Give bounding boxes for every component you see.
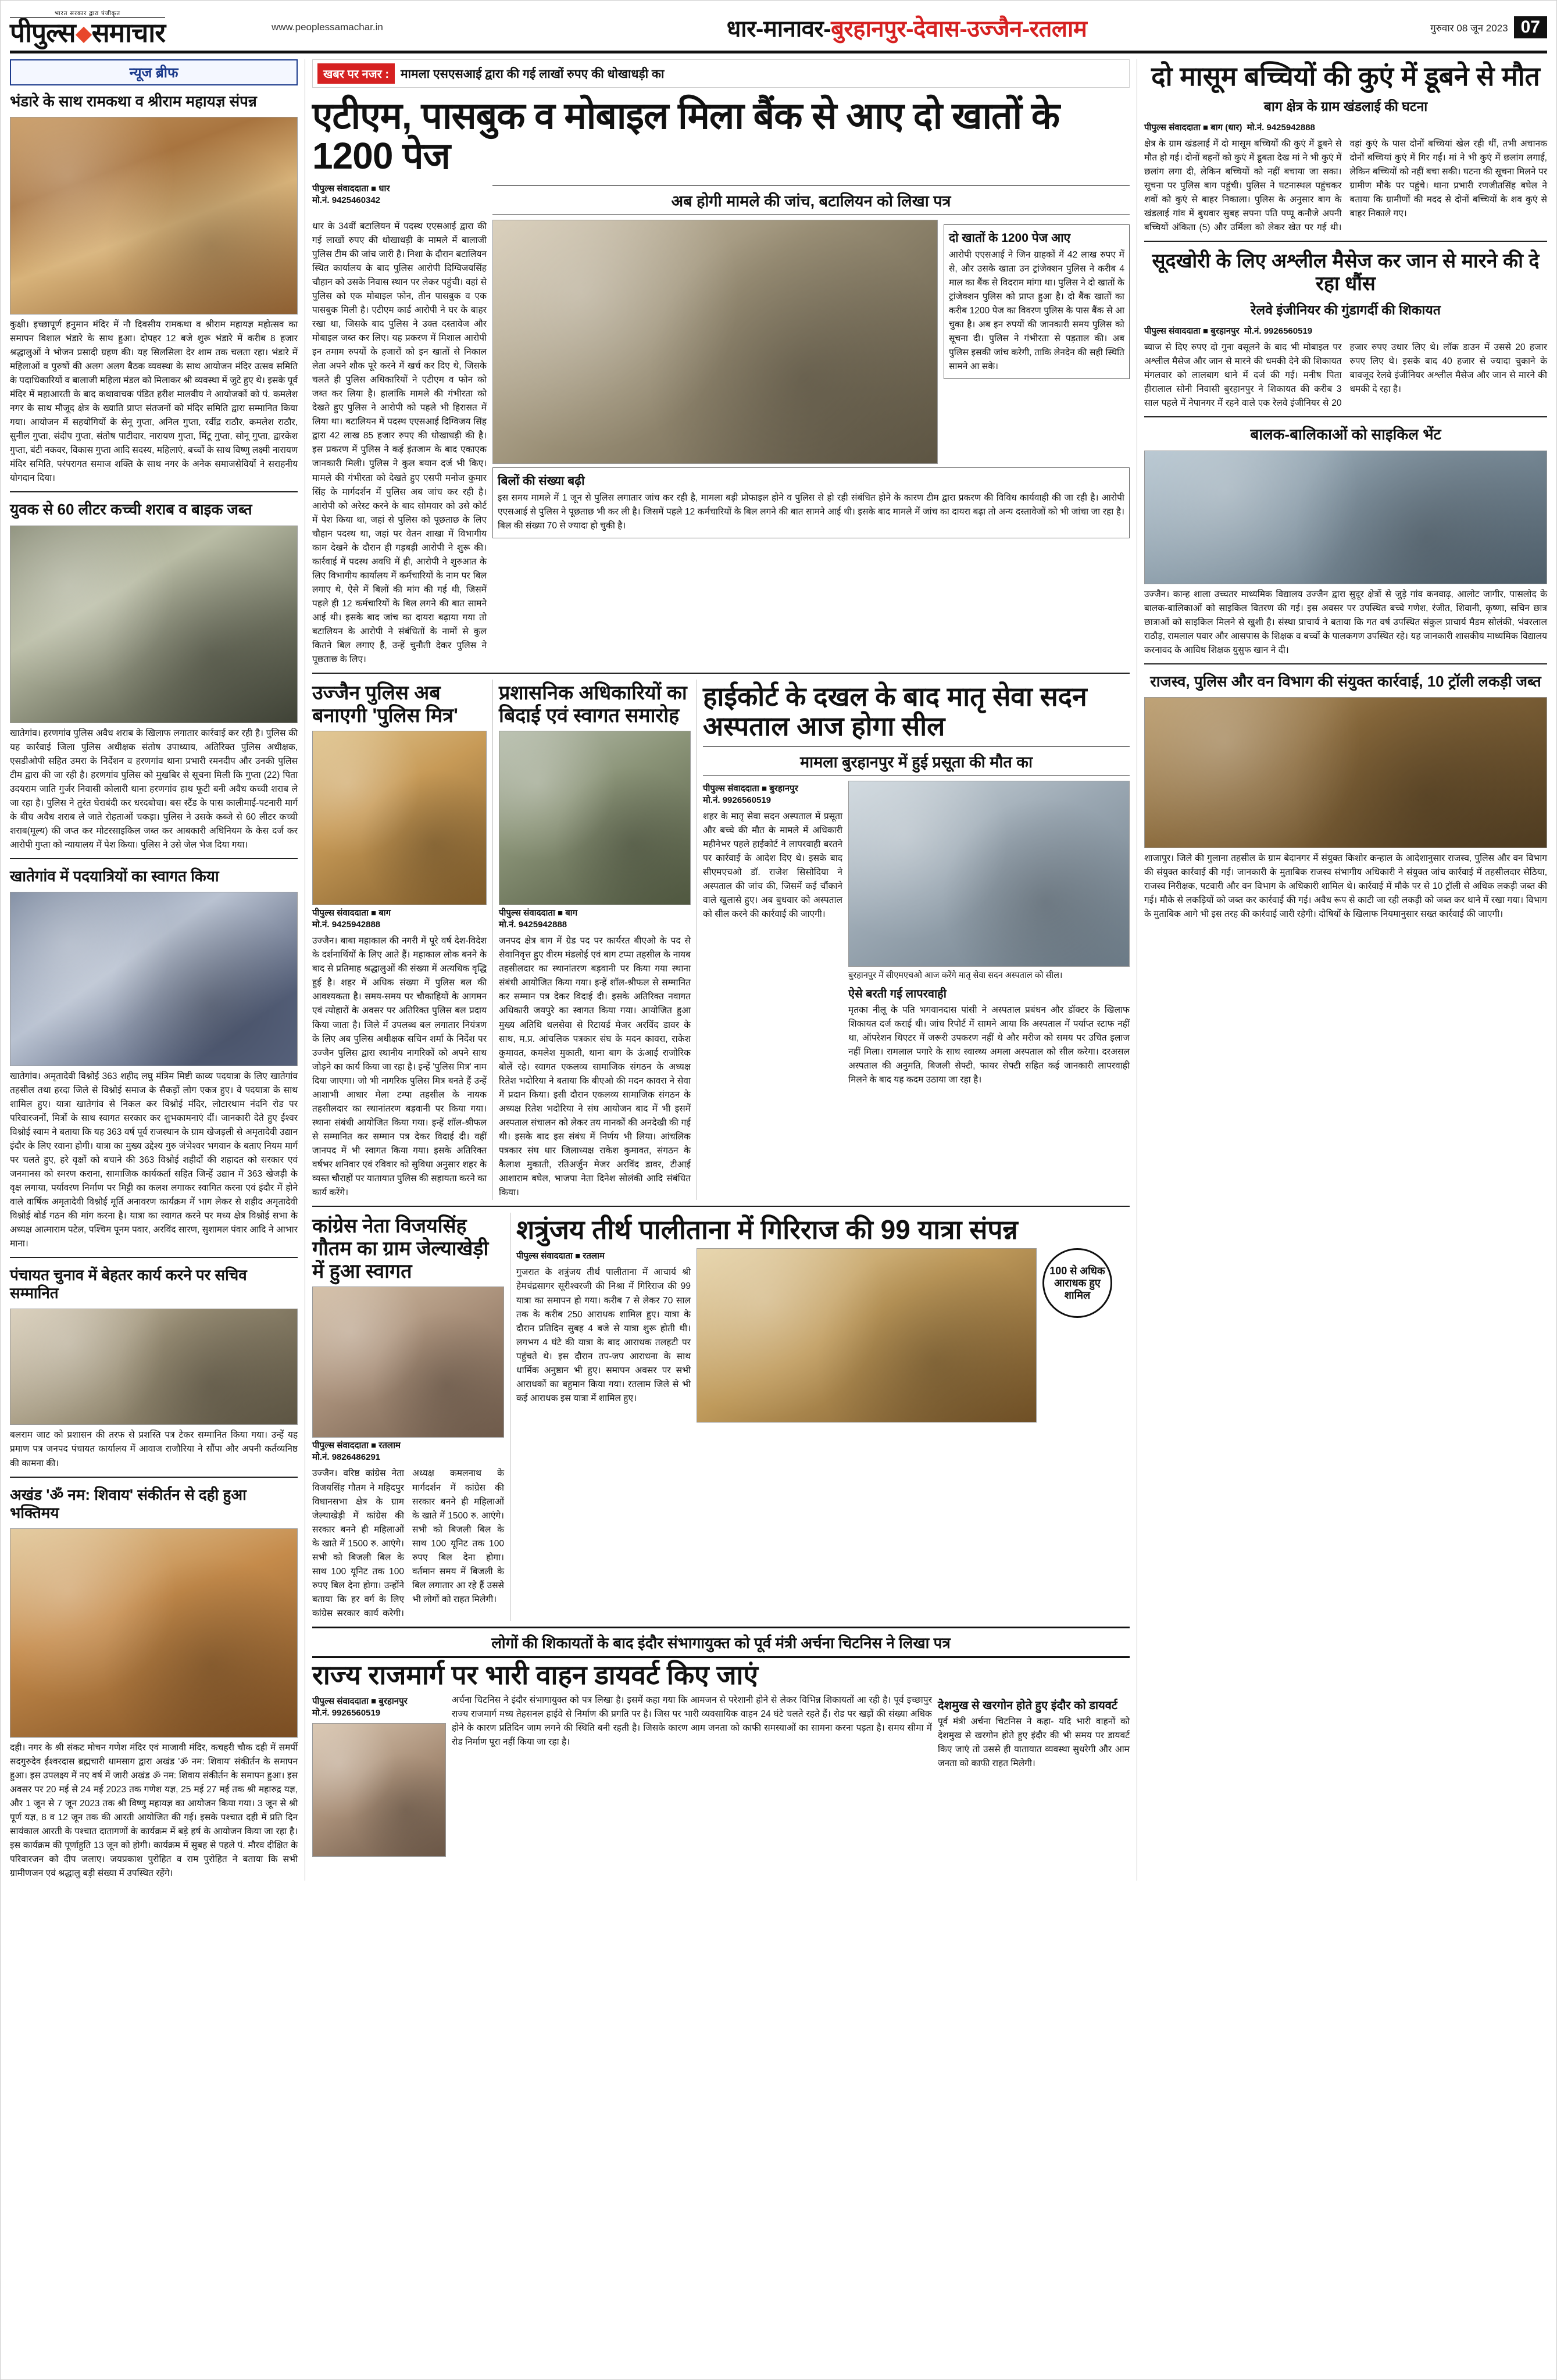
lead-sidebox-col [944,220,1130,464]
bottom-byline-org: पीपुल्स संवाददाता [312,1696,369,1707]
left-story-0-headline: भंडारे के साथ रामकथा व श्रीराम महायज्ञ संपन्न [10,92,257,110]
byline-place: धार [378,184,390,194]
right-story-2-headline: सूदखोरी के लिए अश्लील मैसेज कर जान से मारने की दे रहा धौंस [1152,249,1540,295]
left-story-2-body: खातेगांव। अमृतादेवी विश्नोई 363 शहीद लघु मंत्रिम मिष्टी काव्य पदयात्रा के लिए खातेगांव तहसील तथा हरदा जिले से विश्नोई समाज के सैकड़ों लोग एकत्र हुए। वे पदयात्रा के साथ शामिल हुए। यात्रा खातेगांव से निकल कर विश्नोई मंदिर, लोटारथाम नंदनि रोड पर परिवारजनों, मित्रों के साथ स्वागत सरकार कर शुभकामनाएं दीं। जानकारी देते हुए ईश्वर विश्नोई स्वाम ने बताया कि यह 363 वर्ष पूर्व राजस्थान के ग्राम खेजड़ली से अमृतादेवी उद्यान इंदौर के लिए रवाना होगी। यात्रा का मुख्य उद्देश्य गुरु जंभेश्वर भगवान के बताए नियम मार्ग पर चलते हुए, हरे वृक्षों को बचाने की 363 विश्नोई शहीदों की शहादत को सरकार एवं जनमानस को स्मरण कराना, सामाजिक कार्यकर्ता सहित जिन्हें उद्यान में 363 खेजड़ी के वृक्ष लगाया, पर्यावरण निर्माण पर मिट्टी का कलश लगाकर स्वागित करना एवं इंदौर में होने वाले वार्षिक अमृतादेवी विश्नोई मूर्ति अनावरण कार्यक्रम में भाग लेकर से शहीद अमृतादेवी विश्नोई बोर्ड गठन की मांग करना है। यात्रा का स्वागत करने पर मध्य क्षेत्र विश्नोई सभा के अध्यक्ष आत्माराम पटेल, पश्चिम पूनम पवार, अरविंद सारण, सुशामल पंवार आदि ने आभार माना। [10,1071,298,1249]
sub3-headline: कांग्रेस नेता विजयसिंह गौतम का ग्राम जेल्याखेड़ी में हुआ स्वागत [312,1214,489,1282]
edition-title [391,12,1422,44]
bottom-byline: पीपुल्स संवाददाता ■ बुरहानपुर मो.नं. 9926560519 [312,1696,408,1718]
byline-mobile: मो.नं. 9425460342 [312,195,381,206]
bottom-byline-mobile: मो.नं. 9926560519 [312,1708,381,1718]
lead-photo-and-box [492,220,1130,667]
yatra-headline: शत्रुंजय तीर्थ पालीताना में गिरिराज की 99 यात्रा संपन्न [516,1214,1018,1245]
sub3-byline-org: पीपुल्स संवाददाता [312,1440,369,1450]
kicker-row [312,59,1130,88]
r1-byline-place: बाग (धार) [1210,122,1242,133]
lead-body-col-1 [312,220,487,667]
left-column [10,59,298,1881]
divider [1144,416,1547,417]
sub2-body: जनपद क्षेत्र बाग में ग्रेड पद पर कार्यरत बीएओ के पद से सेवानिवृत्त हुए वीरम मंडलोई एवं बाग टप्पा तहसील के नायब तहसीलदार का स्थानांतरण बड़वानी पर किया गया स्थाना संबंधी आयोजित किया गया। इन्हें शॉल-श्रीफल से सम्मानित कर सम्मान पत्र देकर विदाई दी। इसके अतिरिक्त नवागत अधिकारी जयपुरे का स्वागत किया गया। आयोजित हुआ मुख्य अतिथि थलसेवा से रिटायर्ड मेजर अरविंद डावर के साथ, म.प्र. आंचलिक पत्रकार संघ के मदन कावरा, राकेश कुमावत, कमलेश मुकाती, थाना बाग के ऊंआई राजोरिक बोलें रहे। स्वागत एकलव्य सामाजिक संगठन के अध्यक्ष रितेश भदोरिया ने बताया कि बीएओ की मदन कावरा ने सेवा में प्रदान किया। इसी दौरान एकलव्य सामाजिक संगठन के अध्यक्ष रितेश भदोरिया ने संघ आयोजन बाद में भी इसमें अस्पताल संचालन को लेकर तय मानकों की अनदेखी की गई थी। इसके बाद इस संबंध में निर्णय भी लिया। आंचलिक पत्रकार संघ धार जिलाध्यक्ष राकेश कुमावत, संगठन के कैलाश मुकाती, रतिअर्जुन मेजर अरविंद डावर, टीआई आशाराम बघेल, भाजपा नेता दिनेश सोलंकी आदि संबंधित किया। [499,936,691,1198]
lead-story-top [312,181,1130,220]
left-story-4-body: दही। नगर के श्री संकट मोचन गणेश मंदिर एवं माजावी मंदिर, कचहरी चौक दही में समर्पी सदगुरुदेव ईश्वरदास ब्रह्मचारी धामसाग द्वारा अखंड 'ॐ नम: शिवाय' संकीर्तन के समापन हुआ। इस उपलक्ष्य में नए वर्ष में जारी अखंड ॐ नम: शिवाय संकीर्तन के समापन हुआ। इस अवसर पर 20 मई से 24 मई 2023 तक गणेश यज्ञ, 25 मई 27 मई तक श्री महारुद्र यज्ञ, और 1 जून से 7 जून 2023 तक श्री विष्णु महायज्ञ का आयोजन किया गया। 3 जून से श्री पूर्ण यज्ञ, 8 व 12 जून तक की आरती आयोजित की गई। इसके पश्चात दही में प्रति दिन सायंकाल आरती के पश्चात दातागणों के कार्यक्रम में बड़े हर्ष के आयोजन किया जा रहा है। इस कार्यक्रम की पूर्णाहुति 13 जून को होगी। कार्यक्रम में सुबह से पहले पं. मौरव दीक्षित के परिवारजन को दीप जलाए। जयप्रकाश पुरोहित व राम पुरोहित ने बताया कि सभी ग्रामीणजन एवं श्रद्धालु बड़ी संख्या में उपस्थित रहेंगे। [10,1742,298,1879]
bottom-band-text: लोगों की शिकायतों के बाद इंदौर संभागायुक्त को पूर्व मंत्री अर्चना चिटनिस ने लिखा पत्र [491,1634,951,1652]
yatra-participant-badge: 100 से अधिक आराधक हुए शामिल [1042,1248,1112,1318]
newspaper-logo [10,9,260,46]
hc-byline: पीपुल्स संवाददाता ■ बुरहानपुर मो.नं. 9926560519 [703,783,798,805]
sub2-byline-org: पीपुल्स संवाददाता [499,907,555,918]
right-story-1-body: क्षेत्र के ग्राम खंडलाई में दो मासूम बच्चियों की कुएं में डूबने से मौत हो गई। दोनों बहनों को कुएं में डूबता देख मां ने भी कुएं में छलांग लगा दी, लेकिन बच्चियों को नहीं बचाया जा सका। सूचना पर पुलिस बाग पहुंची। पुलिस ने घटनास्थल पहुंचकर शवों को कुएं से बाहर निकाला। पुलिस के अनुसार बाग के खंडलाई गांव में बुधवार सुबह सपना पति पप्पू कनौजे अपनी बच्चियों अंकिता (5) और उर्मिला को लेकर खेत पर गई थी। वहां कुएं के पास दोनों बच्चियां खेल रही थीं, तभी अचानक दोनों बच्चियां कुएं में गिर गईं। मां ने भी कुएं में छलांग लगाई, लेकिन बच्चियों को नहीं बचा सकी। घटना की सूचना मिलने पर ग्रामीण मौके पर पहुंचे। थाना प्रभारी रणजीतसिंह बघेल ने बताया कि ग्रामीणों की मदद से दोनों बच्चियों के शव कुएं से बाहर निकाले गए। [1144,138,1547,233]
bottom-byline-col [312,1693,446,1857]
left-story-1-headline: युवक से 60 लीटर कच्ची शराब व बाइक जब्त [10,501,252,519]
left-story-3-body: बलराम जाट को प्रशासन की तरफ से प्रशस्ति पत्र टेकर सम्मानित किया गया। उन्हें यह प्रमाण पत्र जनपद पंचायत कार्यालय में आवाज राजौरिया ने सौंपा और अपनी कर्तव्यनिष्ठ की कामना की। [10,1430,298,1468]
bottom-row [312,1693,1130,1857]
congress-welcome-photo [312,1287,504,1438]
bottom-body-col [452,1693,932,1857]
farewell-ceremony-photo [499,731,691,905]
lead-photo-col [492,220,938,464]
ujjain-police-photo [312,731,487,905]
divider [10,858,298,859]
welcome-photo [10,892,298,1066]
r2-byline-place: बुरहानपुर [1210,326,1240,337]
right-story-1-subhead: बाग क्षेत्र के ग्राम खंडलाई की घटना [1263,98,1428,114]
lead-side-box-title: दो खातों के 1200 पेज आए [948,231,1071,245]
yatra-photo-col [697,1248,1037,1423]
left-story-2-headline: खातेगांव में पदयात्रियों का स्वागत किया [10,867,219,885]
hc-subhead: मामला बुरहानपुर में हुई प्रसूता की मौत का [703,746,1130,776]
lead-headline: एटीएम, पासबुक व मोबाइल मिला बैंक से आए दो खातों के 1200 पेज [312,95,1060,177]
sub3-byline-mobile: मो.नं. 9826486291 [312,1452,381,1463]
hc-byline-col [703,781,842,1087]
right-story-6-headline: राजस्व, पुलिस और वन विभाग की संयुक्त कार्रवाई, 10 ट्रॉली लकड़ी जब्त [1150,672,1541,690]
date-and-page [1430,16,1547,39]
sub3-col [312,1213,504,1621]
sub2-headline: प्रशासनिक अधिकारियों का बिदाई एवं स्वागत समारोह [499,681,687,727]
kicker-badge: खबर पर नजर : [317,63,395,84]
hc-sub-headline: ऐसे बरती गई लापरवाही [848,987,947,1000]
divider [10,1477,298,1478]
left-story-0-photo-wrap [10,117,298,315]
yatra-col [516,1213,1130,1621]
lead-body-part-1: धार के 34वीं बटालियन में पदस्थ एएसआई द्वारा की गई लाखों रुपए की धोखाधड़ी के मामले में बालाजी पुलिस टीम की जांच जारी है। निशा के दौरान बटालियन स्थित कार्यालय के बाद पुलिस आरोपी दिग्विजयसिंह चौहान को उसके निवास स्थान पर लेकर पहुंची। वहां से पुलिस को एक मोबाइल फोन, तीन पासबुक व एक पासबुक मिली है। एटीएम कार्ड आरोपी ने घर के बाहर रखा था, जिसके बाद पुलिस ने उक्त दस्तावेज और मोबाइल जब्त कर लिए। यह प्रकरण में मिशाल आरोपी इन तमाम रुपयों के हजारों को इन खातों से निकाल लेता अपने शौक पूरे करने में खर्च कर दिए थे, जिसके चलते ही पुलिस अधिकारियों ने एटीएम व फोन को जब्त कर लिया है। हालांकि मामले की गंभीरता को देखते हुए पुलिस ने आरोपी को पहले भी हिरासत में लिया था। बटालियन में पदस्थ एएसआई दिग्विजय सिंह द्वारा 42 लाख 85 हजार रुपए की धोखाधड़ी की है। इस प्रकरण में पुलिस ने कई इंतजाम के बाद एकाएक जानकारी मिली। पुलिस ने कुल बयान दर्ज भी किए। मामले की गंभीरता को देखते हुए एसपी मनोज कुमार सिंह के मार्गदर्शन में पुलिस अब जांच कर रही है। आरोपी को अरेस्ट करने के बाद सोमवार को उसे कोर्ट में पेश किया था, जहां से पुलिस को पूछताछ के लिए चौहान पदस्थ था, जहां पर वेतन शाखा में विभागीय काम देखने के दौरान ही गड़बड़ी आरोपी ने शुरू की। कार्रवाई में पदस्थ अवधि में ही, आरोपी ने शुरुआत के लिए विभागीय कार्यालय में कर्मचारियों के नाम पर बिल लगाए थे, ऐसे में बिलों की मांग की गई थी, जिसमें पहले ही 12 कर्मचारियों के बिल लगने की बात सामने आई थी। इसके बाद जांच का दायरा बढ़ाया गया तो बटालियन के आरोपी ने संबंधितों के नामों से कुल कितने बिल लगाए हैं, उन्हें चुनौती देकर पुलिस ने पूछताछ के लिए। [312,221,487,664]
cycle-distribution-photo [1144,451,1547,584]
hc-body-row [703,781,1130,1087]
right-story-1-byline: पीपुल्स संवाददाता ■ बाग (धार) मो.नं. 9425942888 [1144,122,1315,133]
bills-box-text: इस समय मामले में 1 जून से पुलिस लगातार जांच कर रही है, मामला बड़ी प्रोफाइल होने व पुलिस से हो रही संबंधित होने के कारण टीम द्वारा प्रकरण की विविध कार्यवाही की जा रही है। आरोपी एएसआई से पुलिस ने पूछताछ भी कर ली है। जिसमें पहले 12 कर्मचारियों के बिल लगने की बात सामने आई थी। इसके बाद मामले में जांच का दायरा बढ़ा तो अन्य दस्तावेजों को भी जांचा जा रहा है। बिल की संख्या 70 से ज्यादा हो चुकी है। [498,493,1124,531]
logo-primary-text: पीपुल्स [10,17,76,48]
yatra-text-col [516,1248,691,1423]
logo-registration-text: भारत सरकार द्वारा पंजीकृत [10,9,165,18]
r2-byline-org: पीपुल्स संवाददाता [1144,326,1201,337]
hc-byline-org: पीपुल्स संवाददाता [703,783,759,794]
edition-title-red: बुरहानपुर-देवास-उज्जैन-रतलाम [831,16,1087,42]
byline-org: पीपुल्स संवाददाता [312,184,369,194]
hc-byline-mobile: मो.नं. 9926560519 [703,795,772,805]
matru-seva-sadan-hospital-photo [848,781,1130,967]
bottom-sub-headline: देशमुख से खरगोन होते हुए इंदौर को डायवर्ट [937,1699,1117,1713]
lead-photo-row [492,220,1130,464]
bhandara-photo [10,117,298,315]
website-url[interactable]: www.peoplessamachar.in [272,22,383,33]
police-seizure-photo [10,526,298,723]
sub3-body: उज्जैन। वरिष्ठ कांग्रेस नेता विजयसिंह गौतम ने महिदपुर विधानसभा क्षेत्र के ग्राम जेल्याखेड़ी में कांग्रेस की सरकार बनने ही महिलाओं के खाते में 1500 रु. आएंगे। सभी को बिजली बिल के साथ 100 यूनिट तक 100 रुपए बिल देना होगा। उन्होंने बताया कि हर वर्ग के लिए कांग्रेस सरकार कार्य करेगी। अध्यक्ष कमलनाथ के मार्गदर्शन में कांग्रेस की सरकार बनने ही महिलाओं के खाते में 1500 रु. आएंगे। सभी को बिजली बिल के साथ 100 यूनिट तक 100 रुपए बिल देना होगा। वर्तमान समय में बिजली के बिल लगातार आ रहे हैं उससे भी लोगों को राहत मिलेगी। [312,1468,505,1618]
divider [10,491,298,492]
lead-deck: अब होगी मामले की जांच, बटालियन को लिखा पत्र [492,185,1130,215]
bottom-band [312,1627,1130,1658]
mid-sub-stories-row [312,680,1130,1200]
bills-box [492,467,1130,538]
lead-side-box [944,224,1130,379]
sub2-byline: पीपुल्स संवाददाता ■ बाग मो.नं. 9425942888 [499,907,578,930]
right-story-1-headline: दो मासूम बच्चियों की कुएं में डूबने से मौत [1151,61,1540,91]
sub3-byline: पीपुल्स संवाददाता ■ रतलाम मो.नं. 9826486291 [312,1440,401,1463]
bottom-sub-col [938,1693,1130,1857]
bottom-body: अर्चना चिटनिस ने इंदौर संभागायुक्त को पत्र लिखा है। इसमें कहा गया कि आमजन से परेशानी होने से लेकर विभिन्न शिकायतों आ रही है। पूर्व इच्छापुर राज्य राजमार्ग मध्य तेहसनल हाईवे से निर्माण की प्रगति पर है। जिस पर भारी व्यवसायिक वाहन 24 घंटे चलते रहते हैं। रोड पर खड़ों की संख्या अधिक होने के कारण प्रतिदिन जाम लगने की स्थिति बनी रहती है। जिसके कारण आम जनता को काफी समस्याओं का सामना करना पड़ता है। समय सीमा में रोड निर्माण पूरा नहीं किया जा रहा है। [452,1695,932,1748]
left-story-4-photo-wrap [10,1528,298,1738]
r2-byline-mobile: मो.नं. 9926560519 [1244,326,1313,337]
divider [10,1257,298,1258]
hc-photo-col [848,781,1130,1087]
divider [1144,663,1547,664]
archana-chitnis-portrait [312,1723,446,1857]
bottom-headline: राज्य राजमार्ग पर भारी वाहन डायवर्ट किए जाएं [312,1659,758,1690]
right-story-6-body: शाजापुर। जिले की गुलाना तहसील के ग्राम बेदानगर में संयुक्त किशोर कन्हाल के आदेशानुसार राजस्व, पुलिस और वन विभाग की संयुक्त कार्रवाई की गई। जानकारी के मुताबिक राजस्व संभागीय अधिकारी ने संयुक्त जांच कार्रवाई में तहसीलदार सेठिया, राजस्व निरीक्षक, पटवारी और वन विभाग के अधिकारी शामिल थे। कार्रवाई में मौके पर से 10 ट्रॉली से अधिक लकड़ी जब्त की गई। मौके से लकड़ियों को जब्त कर कार्रवाई की गई। अवैध रूप से काटी जा रही लकड़ी को जब्त कर थाने में रखा गया। विभाग के मुताबिक आगे भी इस तरह की कार्रवाई जारी रहेगी। दोषियों के खिलाफ नियमानुसार सख्त कार्रवाई की जाएगी। [1144,853,1547,919]
right-story-2-subhead: रेलवे इंजीनियर की गुंडागर्दी की शिकायत [1251,302,1441,318]
officer-examining-documents-photo [492,220,938,464]
r1-byline-org: पीपुल्स संवाददाता [1144,122,1201,133]
page-number: 07 [1514,16,1547,39]
hc-byline-place: बुरहानपुर [769,783,798,794]
sub2-byline-place: बाग [565,907,578,918]
lead-byline: पीपुल्स संवाददाता ■ धार मो.नं. 9425460342 [312,184,390,206]
sub1-byline-mobile: मो.नं. 9425942888 [312,920,381,930]
hc-body: शहर के मातृ सेवा सदन अस्पताल में प्रसूता और बच्चे की मौत के मामले में अधिकारी महीनेभर पहले हाईकोर्ट ने लापरवाही बरतने पर कार्रवाई के आदेश दिए थे। इसके बाद सीएमएचओ डॉ. राजेश सिसोदिया ने अस्पताल की जांच की, जिसमें कई चौंकाने वाले खुलासे हुए। अब बुधवार को अस्पताल को सील करने की कार्रवाई की जाएगी। [703,812,843,920]
left-story-1-photo-wrap [10,526,298,723]
left-story-3-photo-wrap [10,1309,298,1425]
sub1-headline: उज्जैन पुलिस अब बनाएगी 'पुलिस मित्र' [312,681,458,727]
divider [312,673,1130,674]
news-brief-badge: न्यूज ब्रीफ [10,59,298,85]
sub2-col [499,680,691,1200]
vertical-rule [492,680,493,1200]
sub2-byline-mobile: मो.नं. 9425942888 [499,920,567,930]
page-grid [10,59,1547,1881]
hc-photo-caption: बुरहानपुर में सीएमएचओ आज करेंगे मातृ सेवा सदन अस्पताल को सील। [848,970,1063,980]
sub1-byline-org: पीपुल्स संवाददाता [312,907,369,918]
sub1-byline-place: बाग [378,907,391,918]
temple-kirtan-photo [10,1528,298,1738]
right-story-5-body: उज्जैन। कान्ह शाला उच्चतर माध्यमिक विद्यालय उज्जैन द्वारा सुदूर क्षेत्रों से जुड़े गांव कनवाढ़, आलोट जागीर, पासलोद के बालक-बालिकाओं को साइकिल वितरण की गई। इस अवसर पर उपस्थित बच्चे गणेश, रंजीत, शिवानी, कृष्णा, सचिन छात्र छात्राओं को साइकिल मिलने से खुशी है। संस्था प्राचार्य ने बताया कि गत वर्ष उपस्थित संकुल प्राचार्य मैडम सोलंकी, भंवरलाल राठौड़, रामलाल पवार और आसपास के शिक्षक व बच्चों के पालकगण उपस्थित रहे। यह जानकारी शासकीय माध्यमिक विद्यालय करनावद के आविध शिक्षक युसुफ खान ने दी। [1144,589,1547,655]
left-story-3-headline: पंचायत चुनाव में बेहतर कार्य करने पर सचिव सम्मानित [10,1266,247,1302]
yatra-body: गुजरात के शत्रुंजय तीर्थ पालीताना में आचार्य श्री हेमचंद्रसागर सूरीश्वरजी की निश्रा में गिरिराज की 99 यात्रा का समापन हो गया। करीब 7 से लेकर 70 साल तक के करीब 250 आराधक शामिल हुए। यात्रा के दौरान प्रतिदिन सुबह 4 बजे से यात्रा शुरू होती थी। लगभग 4 घंटे की यात्रा के बाद आराधक तलहटी पर पहुंचते थे। इस दौरान तप-जप आराधना के साथ धार्मिक अनुष्ठान भी हुए। समापन अवसर पर सभी आराधकों का बहुमान किया गया। रतलाम जिले से भी कई आराधक इस यात्रा में शामिल हुए। [516,1267,691,1403]
sub1-body: उज्जैन। बाबा महाकाल की नगरी में पूरे वर्ष देश-विदेश के दर्शनार्थियों के लिए आते हैं। महाकाल लोक बनने के बाद से प्रतिमाह श्रद्धालुओं की संख्या में अत्यधिक वृद्धि हुई है। शहर में अधिक संख्या में पुलिस बल की आवश्यकता है। समय-समय पर चौकाहियों के आगमन एवं त्योहारों के अवसर पर अतिरिक्त पुलिस बल प्रदाय किया जाता है। जिले में उपलब्ध बल लगातार नियंत्रण के लिए अब पुलिस अधीक्षक सचिन शर्मा के निर्देश पर उज्जैन पुलिस द्वारा स्थानीय नागरिकों को अपने साथ जोड़ने का कार्य किया जा रहा है। इन्हें 'पुलिस मित्र' नाम दिया जाएगा। जो भी नागरिक पुलिस मित्र बनते हैं उन्हें आशाभी आधार मेला टम्पा तहसील के नायक तहसीलदार का स्थानांतरण बड़वानी पर किया गया। स्थाना संबंधी आयोजित किया गया। इन्हें शॉल-श्रीफल से सम्मानित कर सम्मान पत्र देकर विदाई दी। वहीं जानपद में भी स्वागत किया गया। इसके अतिरिक्त वर्षभर शनिवार एवं रविवार को सुविधा अनुसार शहर के व्यस्त चौराहों पर यातायात पुलिस की सहायता करने का कार्य करेंगे। [312,936,487,1198]
edition-title-black: धार-मानावर- [726,16,831,42]
hc-headline: हाईकोर्ट के दखल के बाद मातृ सेवा सदन अस्पताल आज होगा सील [703,681,1087,742]
bills-box-title: बिलों की संख्या बढ़ी [498,474,585,488]
lead-deck-col [492,181,1130,220]
r1-byline-mobile: मो.नं. 9425942888 [1247,122,1315,133]
yatra-byline-org: पीपुल्स संवाददाता [516,1251,573,1262]
lead-byline-col [312,181,487,220]
right-column [1144,59,1547,1881]
right-story-2-body: ब्याज से दिए रुपए दो गुना वसूलने के बाद भी मोबाइल पर अश्लील मैसेज और जान से मारने की धमकी देने की शिकायत मंगलवार को लालबाग थाने में दर्ज की गई। मनीष पिता हीरालाल सोनी निवासी बुरहानपुर ने शिकायत की करीब 3 साल पहले में नेपानगर में रहने वाले एक रेलवे इंजीनियर से 20 हजार रुपए उधार लिए थे। लॉक डाउन में उससे 20 हजार रुपए लिए थे। इसके बाद 40 हजार से ज्यादा चुकाने के बावजूद रेलवे इंजीनियर अश्लील मैसेज और जान से मारने की धमकी दे रहा है। [1144,342,1547,409]
hc-story-col [703,680,1130,1200]
divider [1144,241,1547,242]
left-story-4-headline: अखंड 'ॐ नम: शिवाय' संकीर्तन से दही हुआ भक्तिमय [10,1485,247,1521]
left-story-0-body: कुक्षी। इच्छापूर्ण हनुमान मंदिर में नौ दिवसीय रामकथा व श्रीराम महायज्ञ महोत्सव का समापन विशाल भंडारे के साथ हुआ। दोपहर 12 बजे शुरू भंडारे में करीब 8 हजार श्रद्धालुओं ने भोजन प्रसादी ग्रहण की। यह सिलसिला देर शाम तक चलता रहा। भंडारे में महिलाओं व पुरुषों की अलग अलग बैठक व्यवस्था के साथ आयोजन मंदिर उत्सव समिति के पदाधिकारियों व बालाजी महिला मंडल को मिलाकर श्री व्यवस्था में जुटे हुए थे। इसके पूर्व मंदिर में महाआरती के बाद कथावाचक पंडित हरीश मालवीय ने आयोजकों को पं. कमलेश नगर के साथ मौजूद क्षेत्र के ख्याति प्राप्त संतजनों को मंदिर समिति द्वारा सम्मानित किया गया। आयोजन में सहयोगियों के सेनू गुप्ता, अनिल गुप्ता, रवींद्र राठौर, कमलेश राठौर, सुनील गुप्ता, संदीप गुप्ता, संतोष पाटीदार, नारायण गुप्ता, मिंटू गुप्ता, सोनू गुप्ता, द्वारकेश गुप्ता, बंटी नकवर, विकास गुप्ता आदि सदस्य, महिलाएं, बच्चों के साथ विष्णु लक्ष्मी नारायण मंदिर समिति, परंपरागत समाज शक्ति के साथ नगर के अनेक समाजसेवियों ने सराहनीय योगदान दिया। [10,320,298,484]
kicker-text: मामला एसएसआई द्वारा की गई लाखों रुपए की धोखाधड़ी का [400,67,665,81]
wood-seizure-photo [1144,697,1547,848]
right-story-2-byline: पीपुल्स संवाददाता ■ बुरहानपुर मो.नं. 9926560519 [1144,326,1313,337]
yatra-byline: पीपुल्स संवाददाता ■ रतलाम [516,1251,605,1262]
sub1-col [312,680,487,1200]
logo-diamond-icon [75,27,91,43]
bottom-sub-body: पूर्व मंत्री अर्चना चिटनिस ने कहा- यदि भारी वाहनों को देशमुख से खरगोन होते हुए इंदौर की भी समय पर डायवर्ट किए जाएं तो उससे ही यातायात व्यवस्था सुधरेगी और आम जनता को काफी राहत मिलेगी। [937,1717,1130,1769]
right-story-5-headline: बालक-बालिकाओं को साइकिल भेंट [1250,426,1441,444]
jain-yatra-photo [697,1248,1037,1423]
publication-date: गुरुवार 08 जून 2023 [1430,22,1508,34]
yatra-badge-col [1042,1248,1130,1423]
left-story-2-photo-wrap [10,892,298,1066]
mid-third-row [312,1213,1130,1621]
yatra-row [516,1248,1130,1423]
lead-body-row [312,220,1130,667]
logo-secondary-text: समाचार [91,17,166,48]
divider [312,1206,1130,1207]
secretary-honour-photo [10,1309,298,1425]
masthead [10,9,1547,53]
hc-sub-body: मृतका नीलू के पति भगवानदास पांसी ने अस्पताल प्रबंधन और डॉक्टर के खिलाफ शिकायत दर्ज कराई थी। जांच रिपोर्ट में सामने आया कि अस्पताल में पर्याप्त स्टाफ नहीं था, ऑपरेशन थिएटर में जरूरी उपकरण नहीं थे और मरीज को समय पर उचित इलाज नहीं मिला। रामलाल पगारे के साथ स्वास्थ्य अमला अस्पताल को सील करेगा। दरअसल अस्पताल की अनुमति, बिजली सेफ्टी, फायर सेफ्टी सहित कई जानकारी लापरवाही मिलने के बाद यह कदम उठाया जा रहा है। [848,1005,1130,1085]
sub3-byline-place: रतलाम [378,1440,401,1450]
yatra-byline-place: रतलाम [583,1251,605,1262]
left-story-1-body: खातेगांव। हरणगांव पुलिस अवैध शराब के खिलाफ लगातार कार्रवाई कर रही है। पुलिस की यह कार्रवाई जिला पुलिस अधीक्षक संतोष उपाध्याय, अतिरिक्त पुलिस अधीक्षक, एसडीओपी सहित उमरा के निर्देशन व हरणगांव थाना प्रभारी रमनदीप और उनकी पुलिस टीम द्वारा की जा रही है। हरणगांव पुलिस को मुखबिर से सूचना मिली कि गुप्ता (22) पिता उदयराम जाति गुर्जर निवासी कोलारी थाना हरणगांव हाथ फूटी बनी अवैध कच्ची शराब ले जा रहा है। पुलिस ने तुरंत घेराबंदी कर धरदबोचा। बस स्टैंड के पास कालीमाई-पटनारी मार्ग के बीच अवैध शराब ले जाते रोहताओं चकड़ा। पुलिस ने उसके कब्जे से 60 लीटर कच्ची शराब(मूल्य) की जप्त कर मोटरसाइकिल जब्त कर आबकारी अधिनियम के केस दर्ज कर आरोपी गुप्ता को न्यायालय में पेश किया। पुलिस ने उसे जेल भेज दिया गया। [10,728,298,850]
lead-side-box-text: आरोपी एएसआई ने जिन ग्राहकों में 42 लाख रुपए में से, और उसके खाता उन ट्रांजेक्शन पुलिस ने करीब 4 माल का बैंक से विदराम मांगा था। पुलिस ने दो खातों के ट्रांजेक्शन पुलिस को प्राप्त हुआ है। दो बैंक खातों का करीब 1200 पेज का विवरण पुलिस के पास बैंक से आ चुका है। अब इन रुपयों की जानकारी समय पुलिस को सूचना दी। पुलिस ने गंभीरता से पड़ताल की। अब पुलिस इसकी जांच करेगी, ताकि लेनदेन की सही स्थिति सामने आ सके। [948,250,1124,372]
bottom-byline-place: बुरहानपुर [378,1696,408,1707]
middle-column [312,59,1130,1881]
sub1-byline: पीपुल्स संवाददाता ■ बाग मो.नं. 9425942888 [312,907,391,930]
